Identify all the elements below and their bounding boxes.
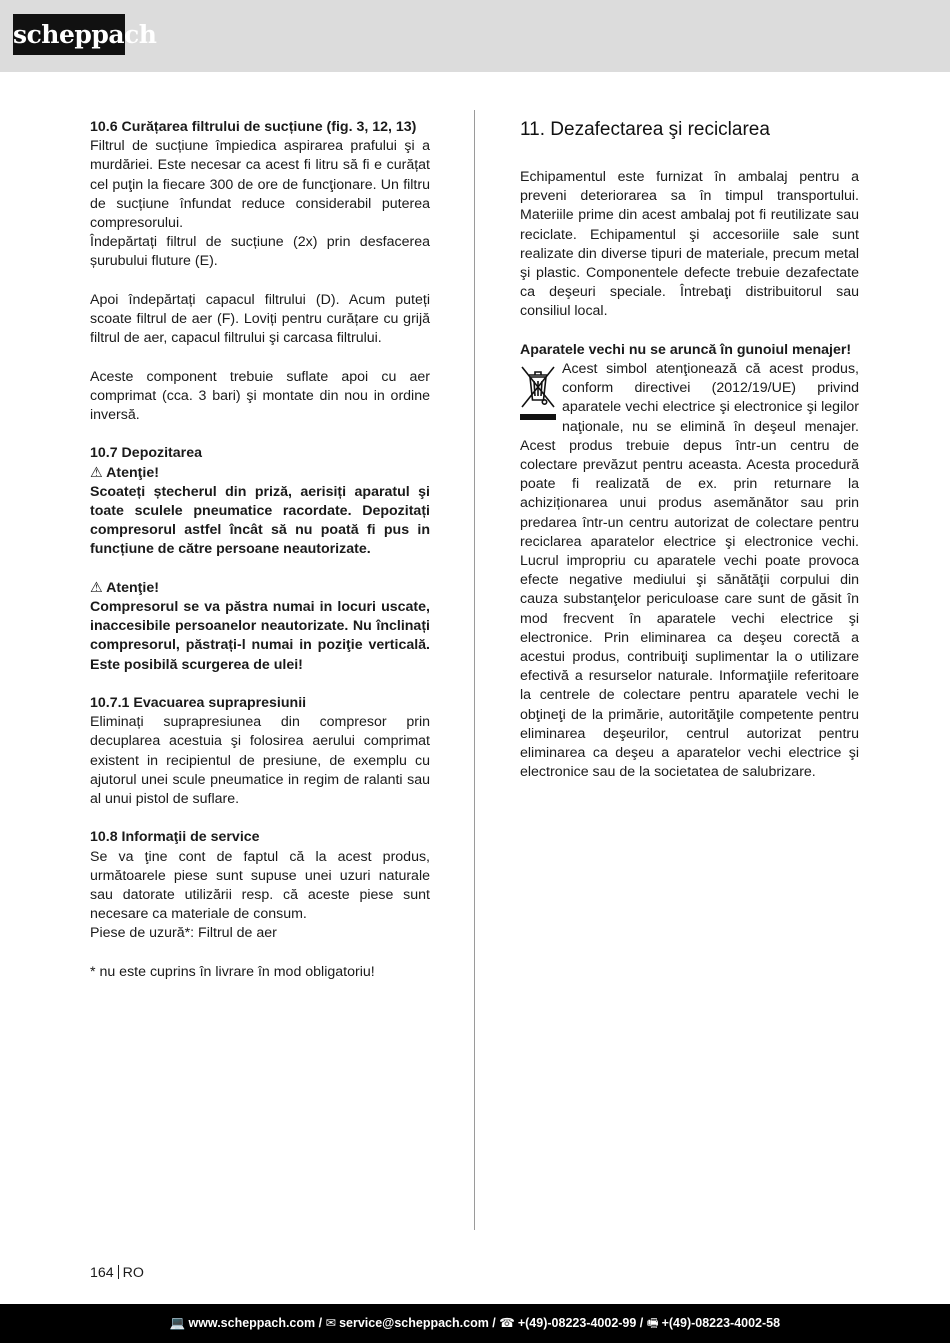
section-10-7-1-paragraph: Eliminați suprapresiunea din compresor prin decuplarea acestuia şi folosirea aerului comprimat existent in recipientul de presiune, de exemplu cu ajutorul unei scule pneumatice in regim de ralanti sau al unui pistol de suflare. [90, 714, 430, 808]
website-link[interactable]: www.scheppach.com / [188, 1316, 323, 1330]
weee-heading: Aparatele vechi nu se aruncă în gunoiul menajer! [520, 341, 852, 358]
scheppach-logo: scheppach [13, 14, 125, 55]
warning-1-label: ⚠ Atenţie! [90, 464, 159, 481]
section-10-8-paragraph-2: Piese de uzură*: Filtrul de aer [90, 925, 277, 942]
column-divider [474, 110, 475, 1230]
page-number: 164 [90, 1265, 114, 1281]
section-11-paragraph-1: Echipamentul este furnizat în ambalaj pentru a preveni deteriorarea sa în timpul transportului. Materiile prime din acest ambalaj pot fi reutilizate sau reciclate. Echipamentul şi accesoriile sale sunt realizate din diverse tipuri de materiale, precum metal şi plastic. Componentele defecte trebuie dezafectate ca deşeuri speciale. Întrebaţi distribuitorul sau consiliul local. [520, 169, 859, 320]
section-10-6-title: 10.6 Curățarea filtrului de sucțiune (fig. 3, 12, 13) [90, 119, 417, 135]
page-language: RO [122, 1265, 144, 1281]
section-10-8-footnote: * nu este cuprins în livrare în mod obligatoriu! [90, 963, 375, 980]
crossed-out-wheelie-bin-icon [518, 362, 558, 424]
page-number-footer [90, 1264, 144, 1283]
section-10-7-title: 10.7 Depozitarea [90, 445, 202, 462]
warning-1-text: Scoateți ștecherul din priză, aerisiți aparatul şi toate sculele pneumatice racordate. Depozitați compresorul astfel încât să nu poată fi pus in funcțiune de către persoane neautorizate. [90, 483, 430, 558]
envelope-icon: ✉ [325, 1316, 337, 1330]
fax-icon: 🖷 [646, 1316, 659, 1330]
weee-block [520, 360, 859, 782]
page-separator [118, 1265, 119, 1279]
phone-number: +(49)-08223-4002-99 / [517, 1316, 644, 1330]
computer-icon: 💻 [169, 1316, 186, 1330]
warning-2-label: ⚠ Atenţie! [90, 579, 159, 596]
warning-2-text: Compresorul se va păstra numai in locuri uscate, inaccesibile persoanelor neautorizate. Nu înclinați compresorul, păstrați-l numai in poziţie verticală. Este posibilă scurgerea de ulei! [90, 599, 430, 673]
section-10-7-1-title: 10.7.1 Evacuarea suprapresiunii [90, 695, 307, 712]
email-link[interactable]: service@scheppach.com / [339, 1316, 496, 1330]
fax-number: +(49)-08223-4002-58 [661, 1316, 781, 1330]
header-bar [0, 0, 950, 72]
section-10-6-paragraph-4: Aceste component trebuie suflate apoi cu aer comprimat (cca. 3 bari) şi montate din nou in ordine inversă. [90, 368, 430, 424]
section-10-8-title: 10.8 Informaţii de service [90, 829, 260, 846]
section-10-6-paragraph-2: Îndepărtați filtrul de sucțiune (2x) prin desfacerea șurubului fluture (E). [90, 234, 430, 270]
right-column [520, 118, 859, 782]
contact-bar [0, 1304, 950, 1343]
section-10-8-paragraph-1: Se va ţine cont de faptul că la acest produs, următoarele piese sunt supuse unei uzuri naturale sau datorate utilizării resp. că aceste piese sunt necesare ca materiale de consum. [90, 848, 430, 923]
section-10-6-paragraph-1: Filtrul de sucțiune împiedica aspirarea prafului şi a murdăriei. Este necesar ca acest fi litru să fi e curățat cel puţin la fiecare 300 de ore de funcţionare. Un filtru de sucțiune înfundat reduce considerabil puterea compresorului. [90, 138, 430, 232]
telephone-icon: ☎ [499, 1316, 515, 1330]
weee-text: Acest simbol atenţionează că acest produs, conform directivei (2012/19/UE) privind aparatele vechi electrice şi electronice şi legilor naţionale, nu se elimină în deşeul menajer. Acest produs trebuie depus într-un centru de colectare prevăzut pentru aceasta. Acesta procedură poate fi realizată de ex. prin returnare la achiziționarea unui produs asemănător sau prin predarea într-un centru autorizat de colectare pentru reciclarea aparatelor electrice şi electronice vechi. Lucrul impropriu cu aparatele vechi poate provoca efecte negative mediului şi sănătăţii corpului din cauza substanţelor periculoase care sunt de găsit în mod frecvent în aparatele vechi electrice şi electronice. Prin eliminarea ca deşeu corectă a acestui produs, contribuiţi suplimentar la o utilizare efectivă a resurselor naturale. Informaţiile referitoare la centrele de colectare pentru aparatele vechi le obţineţi de la primărie, autorităţile competente pentru eliminarea deşeurilor, centrul autorizat pentru eliminarea ca deşeu a aparatelor vechi electrice şi electronice sau de la societatea de salubrizare. [520, 361, 859, 781]
section-11-title: 11. Dezafectarea şi reciclarea [520, 119, 770, 140]
left-column [90, 118, 430, 982]
section-10-6-paragraph-3: Apoi îndepărtați capacul filtrului (D). Acum puteți scoate filtrul de aer (F). Loviți pentru curățare cu grijă filtrul de aer, capacul filtrului şi carcasa filtrului. [90, 291, 430, 347]
